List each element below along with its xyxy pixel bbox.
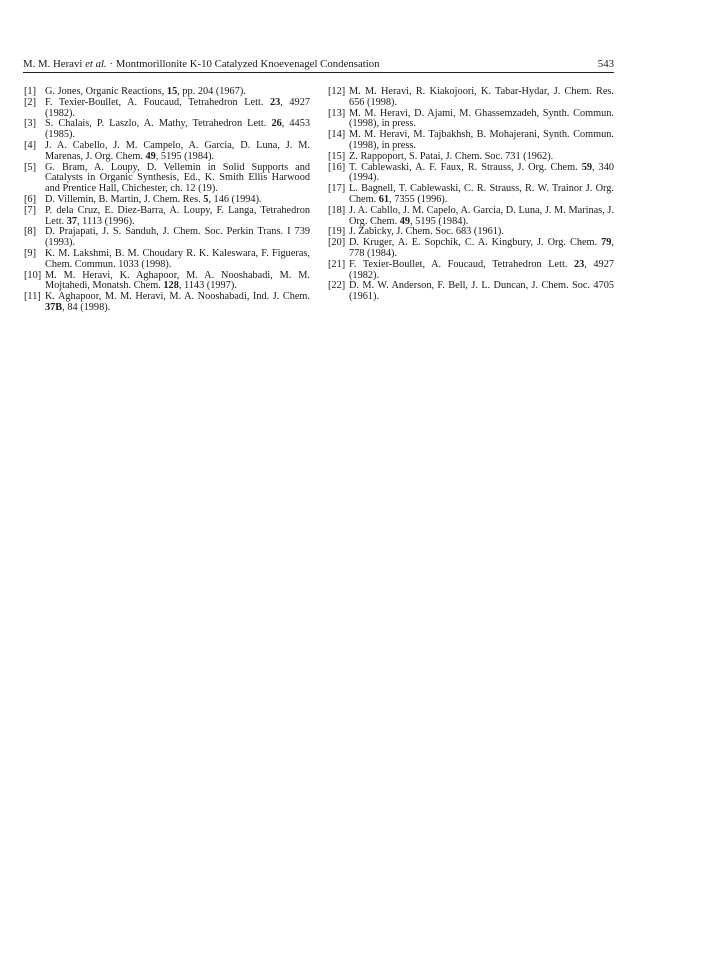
reference-number: [15] (328, 150, 346, 162)
reference-number: [21] (328, 258, 346, 270)
references-right-column (328, 87, 614, 303)
reference-number: [17] (328, 183, 346, 195)
volume-number: 128 (163, 280, 179, 292)
reference-number: [19] (328, 226, 346, 238)
reference-text: D. M. W. Anderson, F. Bell, J. L. Duncan, J. Chem. Soc. 4705 (1961). (349, 280, 614, 303)
reference-item (328, 87, 614, 109)
reference-number: [11] (24, 291, 41, 303)
reference-text: L. Bagnell, T. Cablewaski, C. R. Strauss, R. W. Trainor J. Org. Chem. 61, 7355 (1996). (349, 183, 614, 205)
reference-text: M. M. Heravi, D. Ajami, M. Ghassemzadeh, Synth. Commun. (1998), in press. (349, 107, 614, 130)
reference-item (328, 238, 614, 260)
reference-text: J. A. Cabllo, J. M. Capelo, A. Garcia, D. Luna, J. M. Marinas, J. Org. Chem. 49, 5195 (1984). (349, 204, 614, 227)
reference-text: K. Aghapoor, M. M. Heravi, M. A. Nooshabadi, Ind. J. Chem. 37B, 84 (1998). (45, 291, 310, 313)
reference-number: [16] (328, 161, 346, 173)
reference-number: [7] (24, 204, 37, 216)
reference-number: [1] (24, 86, 37, 97)
header-authors: M. M. Heravi (23, 58, 83, 70)
reference-item (328, 184, 614, 206)
reference-item (328, 281, 614, 303)
header-etal: et al. (85, 58, 107, 70)
reference-number: [9] (24, 247, 37, 259)
reference-text: J. Zabicky, J. Chem. Soc. 683 (1961). (349, 226, 504, 238)
reference-text: M. M. Heravi, K. Aghapoor, M. A. Nooshabadi, M. M. Mojtahedi, Monatsh. Chem. 128, 1143 (1997). (45, 269, 310, 292)
reference-number: [8] (24, 226, 37, 238)
reference-text: P. dela Cruz, E. Diez-Barra, A. Loupy, F. Langa, Tetrahedron Lett. 37, 1113 (1996). (45, 204, 310, 227)
reference-text: M. M. Heravi, M. Tajbakhsh, B. Mohajerani, Synth. Commun. (1998), in press. (349, 129, 614, 151)
reference-item (24, 141, 310, 163)
reference-item (328, 130, 614, 152)
reference-text: F. Texier-Boullet, A. Foucaud, Tetrahedron Lett. 23, 4927 (1982). (45, 96, 310, 119)
header-separator: · (109, 58, 113, 70)
reference-item (24, 249, 310, 271)
volume-number: 37B (45, 301, 63, 313)
reference-item (24, 98, 310, 120)
reference-text: G. Bram, A. Loupy, D. Vellemin in Solid Supports and Catalysts in Organic Synthesis, Ed., K. Smith Ellis Harwood and Prentice Hall, Chichester, ch. 12 (19). (45, 161, 310, 195)
reference-item (24, 163, 310, 195)
volume-number: 59 (581, 161, 592, 173)
running-header (23, 57, 614, 71)
reference-text: M. M. Heravi, R. Kiakojoori, K. Tabar-Hydar, J. Chem. Res. 656 (1998). (349, 86, 614, 108)
reference-text: D. Kruger, A. E. Sopchik, C. A. Kingbury, J. Org. Chem. 79, 778 (1984). (349, 237, 614, 259)
reference-number: [2] (24, 96, 37, 108)
reference-text: K. M. Lakshmi, B. M. Choudary R. K. Kaleswara, F. Figueras, Chem. Commun. 1033 (1998). (45, 247, 310, 270)
volume-number: 23 (269, 96, 281, 108)
reference-number: [22] (328, 280, 346, 292)
reference-item (328, 260, 614, 282)
volume-number: 61 (378, 193, 390, 205)
reference-number: [18] (328, 204, 346, 216)
volume-number: 5 (203, 193, 209, 205)
reference-number: [6] (24, 193, 37, 205)
reference-number: [13] (328, 107, 346, 119)
reference-number: [20] (328, 237, 346, 249)
reference-number: [5] (24, 161, 37, 173)
reference-item (24, 206, 310, 228)
reference-text: G. Jones, Organic Reactions, 15, pp. 204 (1967). (45, 86, 246, 97)
reference-item (328, 163, 614, 185)
reference-text: Z. Rappoport, S. Patai, J. Chem. Soc. 731 (1962). (349, 150, 554, 162)
reference-item (24, 271, 310, 293)
volume-number: 79 (601, 237, 612, 249)
reference-text: D. Prajapati, J. S. Sanduh, J. Chem. Soc. Perkin Trans. I 739 (1993). (45, 226, 310, 249)
volume-number: 26 (271, 118, 282, 130)
reference-text: S. Chalais, P. Laszlo, A. Mathy, Tetrahedron Lett. 26, 4453 (1985). (45, 118, 310, 141)
volume-number: 37 (66, 215, 78, 227)
volume-number: 23 (573, 258, 585, 270)
volume-number: 15 (166, 86, 178, 97)
reference-text: D. Villemin, B. Martin, J. Chem. Res. 5, 146 (1994). (45, 193, 262, 205)
reference-item (24, 119, 310, 141)
reference-item (328, 206, 614, 228)
reference-number: [14] (328, 129, 346, 141)
header-title: Montmorillonite K-10 Catalyzed Knoevenagel Condensation (115, 58, 380, 70)
reference-item (24, 292, 310, 314)
volume-number: 49 (399, 215, 411, 227)
page-number: 543 (597, 58, 614, 70)
reference-text: T. Cablewaski, A. F. Faux, R. Strauss, J. Org. Chem. 59, 340 (1994). (349, 161, 614, 184)
volume-number: 49 (145, 150, 156, 162)
reference-number: [3] (24, 118, 37, 130)
header-rule (23, 72, 614, 73)
reference-number: [12] (328, 86, 346, 97)
reference-text: F. Texier-Boullet, A. Foucaud, Tetrahedron Lett. 23, 4927 (1982). (349, 258, 614, 281)
reference-number: [10] (24, 269, 42, 281)
reference-item (24, 227, 310, 249)
running-title (23, 57, 380, 71)
reference-number: [4] (24, 139, 37, 151)
reference-item (328, 109, 614, 131)
references-left-column (24, 87, 310, 314)
reference-text: J. A. Cabello, J. M. Campelo, A. Garcia, D. Luna, J. M. Marenas, J. Org. Chem. 49, 5195 (1984). (45, 139, 310, 162)
